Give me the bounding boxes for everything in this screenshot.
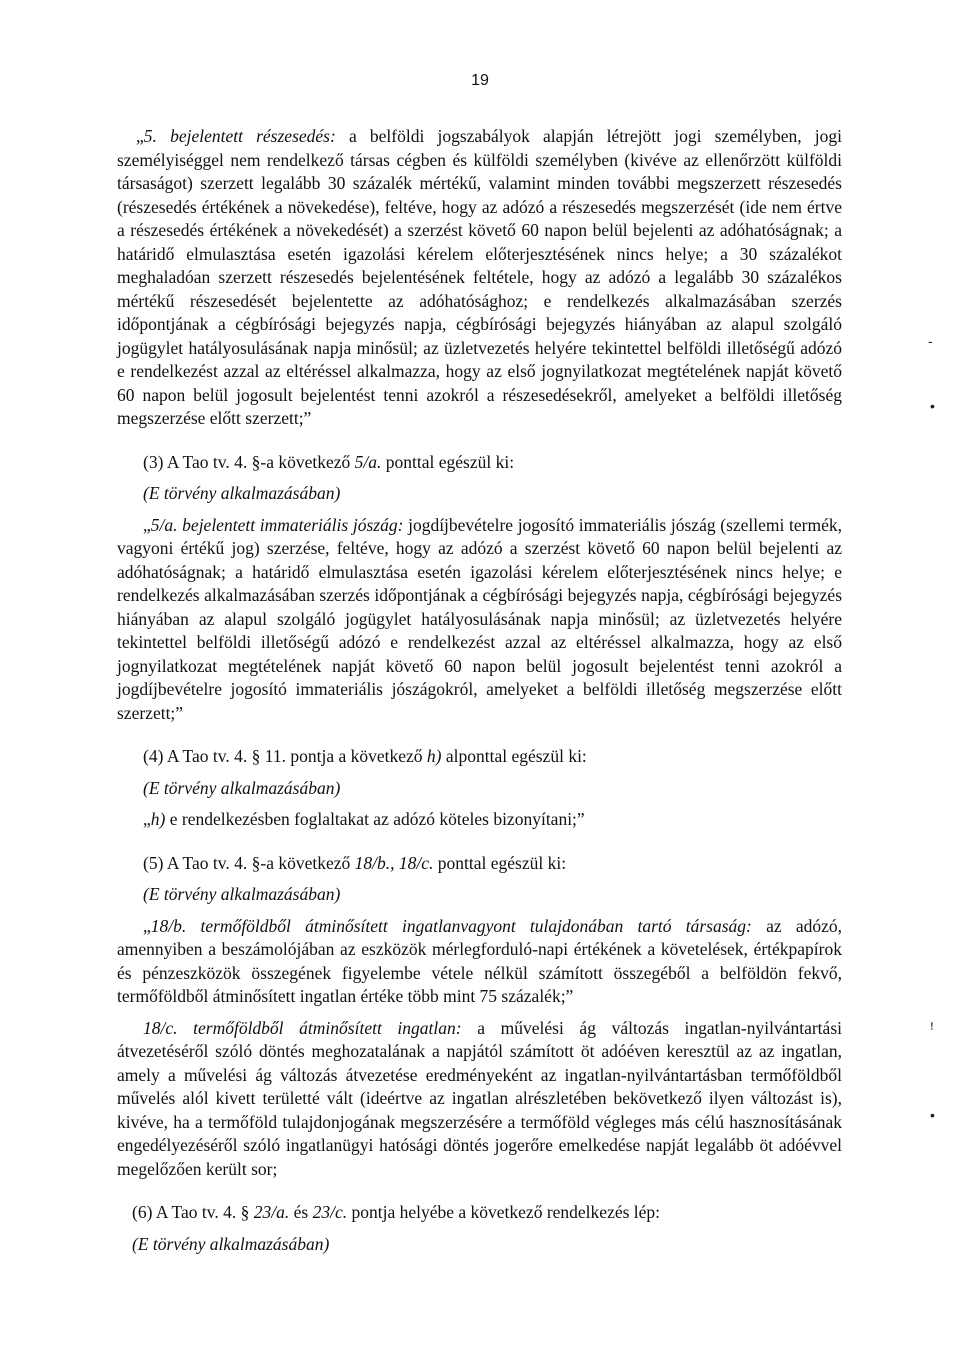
section-4-tail: alponttal egészül ki: xyxy=(441,746,587,766)
section-3-text: (3) A Tao tv. 4. §-a következő xyxy=(143,451,355,472)
section-6-ref-2: 23/c. xyxy=(312,1202,348,1222)
paragraph-18c xyxy=(117,1017,842,1182)
margin-mark: • xyxy=(930,1107,935,1123)
margin-mark: • xyxy=(930,398,935,414)
section-4-text: (4) A Tao tv. 4. § 11. pontja a következő xyxy=(143,746,427,766)
section-3-note xyxy=(117,482,842,506)
defined-term: 5. bejelentett részesedés: xyxy=(143,126,336,146)
page-number: 19 xyxy=(471,72,489,89)
section-5-heading xyxy=(117,852,842,876)
open-quote: „ xyxy=(143,514,151,535)
section-6-heading xyxy=(117,1201,842,1225)
open-quote: „ xyxy=(143,915,151,936)
paragraph-text: az adózó, amennyiben a beszámolójában az eszközök mérlegforduló-napi értékének a követelések, értékpapírok és pénzeszközök összegének figyelembe vétele nélkül számított összegéből a belföldön fekvő, termőföldből átminősített ingatlan értéke több mint 75 százalék;” xyxy=(117,915,842,1006)
section-5-note-text: (E törvény alkalmazásában) xyxy=(143,884,341,904)
defined-term: 18/b. termőföldből átminősített ingatlanvagyont tulajdonában tartó társaság: xyxy=(150,915,752,936)
section-3-heading xyxy=(117,451,842,475)
open-quote: „ xyxy=(143,809,151,829)
defined-term: 5/a. bejelentett immateriális jószág: xyxy=(150,514,404,535)
section-5-note xyxy=(117,883,842,907)
section-5-ref: 18/b., 18/c. xyxy=(354,852,434,873)
section-5-tail: ponttal egészül ki: xyxy=(433,852,567,873)
paragraph-18b xyxy=(117,915,842,1009)
section-3-ref: 5/a. xyxy=(354,451,382,472)
paragraph-text: jogdíjbevételre jogosító immateriális jószág (szellemi termék, vagyoni értékű jog) szerzése, feltéve, hogy az adózó a szerzést követő 60 napon belül bejelenti az adóhatóságnak; a határidő elmulasztása esetén igazolási kérelem előterjesztésének nincs helye; e rendelkezés alkalmazásában szerzés időpontjának a cégbírósági bejegyzés napja, cégbírósági bejegyzés hiányában az alapul szolgáló jogügylet hatályosulásának napja minősül; az üzletvezetés helyére tekintettel belföldi illetőségű adózó e rendelkezést azzal az eltéréssel alkalmazza, hogy az első jognyilatkozat megtételének napját követő 60 napon belül jogosult bejelentést tenni azokról a jogdíjbevételre jogosító immateriális jószágokról, amelyeket a belföldi illetőség megszerzése előtt szerzett;” xyxy=(117,514,843,723)
section-6-note-text: (E törvény alkalmazásában) xyxy=(132,1233,330,1254)
paragraph-h xyxy=(117,808,842,832)
section-4-heading xyxy=(117,745,842,769)
paragraph-text: e rendelkezésben foglaltakat az adózó köteles bizonyítani;” xyxy=(165,809,585,829)
section-6-tail: pontja helyébe a következő rendelkezés lép: xyxy=(347,1202,661,1222)
paragraph-text: a művelési ág változás ingatlan-nyilvántartási átvezetéséről szóló döntés meghozatalának a napjától számított öt adóéven keresztül az az ingatlan, amely a művelési ág változás átvezetése eredményeként az ingatlan-nyilvántartásban termőföldből művelés alól kivett területté vált (ideértve az ingatlan alrészletében bekövetkező ilyen változást is), kivéve, ha a termőföld tulajdonjogának megszerzésére a termőföld végleges más célú hasznosításának engedélyezéséről szóló ingatlanügyi hatósági döntés jogerőre emelkedése napját legalább öt adóévvel megelőzően került sor; xyxy=(117,1017,842,1179)
section-6-ref-1: 23/a. xyxy=(253,1202,290,1222)
document-body xyxy=(117,125,842,1256)
section-3-note-text: (E törvény alkalmazásában) xyxy=(143,483,341,503)
paragraph-5 xyxy=(117,125,842,431)
section-3-tail: ponttal egészül ki: xyxy=(381,451,515,472)
defined-term: 18/c. termőföldből átminősített ingatlan: xyxy=(143,1017,462,1038)
margin-mark: - xyxy=(928,333,933,349)
section-5-text: (5) A Tao tv. 4. §-a következő xyxy=(143,852,355,873)
section-4-note-text: (E törvény alkalmazásában) xyxy=(143,777,341,798)
section-6-text: (6) A Tao tv. 4. § xyxy=(132,1202,254,1222)
item-ref: h) xyxy=(150,809,166,829)
paragraph-5a xyxy=(117,514,842,726)
section-6-conj: és xyxy=(289,1202,313,1222)
section-4-ref: h) xyxy=(426,746,442,766)
section-6-note xyxy=(117,1233,842,1257)
open-quote: „ xyxy=(136,126,144,146)
paragraph-text: a belföldi jogszabályok alapján létrejött jogi személyben, jogi személyiséggel nem rendelkező társas cégben és külföldi személyben (kivéve az ellenőrzött külföldi társaságot) szerzett legalább 30 százalék mértékű, valamint minden további megszerzett részesedés (részesedés értékének a növekedése), feltéve, hogy az adózó a részesedés megszerzését (ide nem értve a részesedés értékének a növekedését) a szerzést követő 60 napon belül bejelenti az adóhatóságnak; a határidő elmulasztása esetén igazolási kérelem előterjesztésének nincs helye; a 30 százalékot meghaladóan szerzett részesedés bejelentésének feltétele, hogy az adózó a legalább 30 százalékos mértékű részesedését bejelentette az adóhatósághoz; e rendelkezés alkalmazásában szerzés időpontjának a cégbírósági bejegyzés napja, cégbírósági bejegyzés hiányában az alapul szolgáló jogügylet hatályosulásának napja minősül; az üzletvezetés helyére tekintettel belföldi illetőségű adózó e rendelkezést azzal az eltéréssel alkalmazza, hogy az első jognyilatkozat megtételének napját követő 60 napon belül jogosult bejelentést tenni azokról a részesedésekről, amelyeket a belföldi illetőség megszerzése előtt szerzett;” xyxy=(117,126,842,428)
margin-mark: ꜝ xyxy=(930,1023,934,1039)
section-4-note xyxy=(117,777,842,801)
